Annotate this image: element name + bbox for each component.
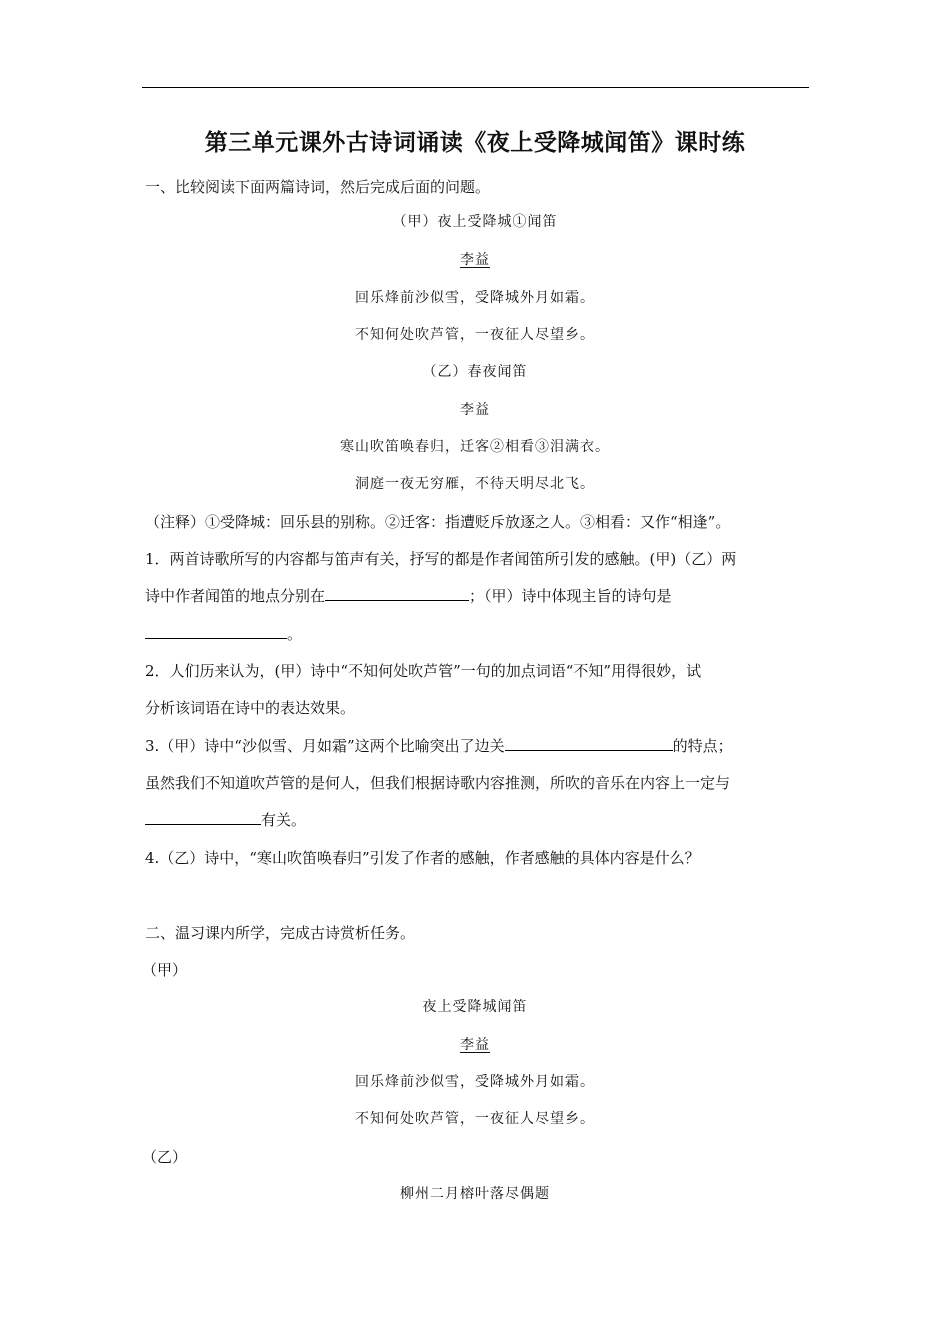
answer-blank-4[interactable] <box>145 810 261 825</box>
question-1-line-2 <box>145 585 672 606</box>
answer-blank-2[interactable] <box>145 624 287 639</box>
answer-blank-1[interactable] <box>325 586 469 601</box>
part2-label-a: （甲） <box>142 961 188 979</box>
question-1-line-3 <box>145 623 302 644</box>
question-3-text-a: 3.（甲）诗中“沙似雪、月如霜”这两个比喻突出了边关 <box>145 737 505 755</box>
page-title: 第三单元课外古诗词诵读《夜上受降城闻笛》课时练 <box>204 129 746 156</box>
question-1-line-1: 1．两首诗歌所写的内容都与笛声有关，抒写的都是作者闻笛所引发的感触。(甲)（乙）两 <box>145 550 737 568</box>
poem-b-line-2: 洞庭一夜无穷雁，不待天明尽北飞。 <box>355 476 595 492</box>
poem-b-line-1: 寒山吹笛唤春归，迁客②相看③泪满衣。 <box>340 439 610 455</box>
poem-a-author-wrap <box>0 249 950 269</box>
question-1-text-b: ；（甲）诗中体现主旨的诗句是 <box>469 587 672 605</box>
part2-poem-a-title: 夜上受降城闻笛 <box>422 999 528 1015</box>
part2-poem-b-title: 柳州二月榕叶落尽偶题 <box>400 1186 550 1202</box>
question-3-line-2: 虽然我们不知道吹芦管的是何人，但我们根据诗歌内容推测，所吹的音乐在内容上一定与 <box>145 774 731 792</box>
question-1-end: 。 <box>287 625 303 643</box>
question-3-text-b: 的特点； <box>672 737 733 755</box>
poem-a-line-2: 不知何处吹芦管，一夜征人尽望乡。 <box>355 327 595 343</box>
part2-poem-a-author: 李益 <box>460 1037 490 1053</box>
poem-a-author: 李益 <box>460 252 490 268</box>
header-rule <box>142 87 809 88</box>
question-4: 4.（乙）诗中，“寒山吹笛唤春归”引发了作者的感触，作者感触的具体内容是什么？ <box>145 849 700 867</box>
annotation-note: （注释）①受降城：回乐县的别称。②迁客：指遭贬斥放逐之人。③相看：又作“相逢”。 <box>145 513 731 531</box>
poem-a-title: （甲）夜上受降城①闻笛 <box>392 214 558 230</box>
question-2-line-1: 2．人们历来认为，(甲）诗中“不知何处吹芦管”一句的加点词语“不知”用得很妙，试 <box>145 662 702 680</box>
part2-poem-a-line-2: 不知何处吹芦管，一夜征人尽望乡。 <box>355 1111 595 1127</box>
part2-poem-a-author-wrap <box>0 1034 950 1054</box>
question-1-text-a: 诗中作者闻笛的地点分别在 <box>145 587 326 605</box>
poem-a-line-1: 回乐烽前沙似雪，受降城外月如霜。 <box>355 290 595 306</box>
part2-label-b: （乙） <box>142 1148 188 1166</box>
part1-instruction: 一、比较阅读下面两篇诗词，然后完成后面的问题。 <box>145 178 491 196</box>
question-3-line-3 <box>145 809 306 830</box>
poem-b-author: 李益 <box>460 402 490 418</box>
answer-blank-3[interactable] <box>505 736 673 751</box>
part2-instruction: 二、温习课内所学，完成古诗赏析任务。 <box>145 924 416 942</box>
question-3-end: 有关。 <box>261 811 307 829</box>
question-3-line-1 <box>145 735 733 756</box>
question-2-line-2: 分析该词语在诗中的表达效果。 <box>145 699 356 717</box>
poem-b-title: （乙）春夜闻笛 <box>422 364 528 380</box>
part2-poem-a-line-1: 回乐烽前沙似雪，受降城外月如霜。 <box>355 1074 595 1090</box>
